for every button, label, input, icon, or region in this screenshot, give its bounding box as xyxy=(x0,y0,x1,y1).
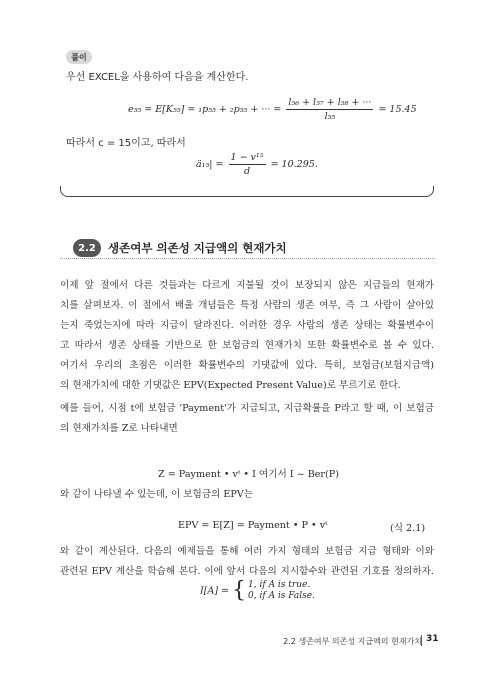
page-number: 31 xyxy=(426,634,439,644)
equation-1-denominator: l₅₅ xyxy=(324,111,336,122)
paragraph-3-line: 관련된 EPV 계산을 학습해 본다. 이에 앞서 다음의 지시함수와 관련된 기호를 정의하자. xyxy=(60,566,434,577)
equation-1-numerator: l₅₆ + l₅₇ + l₅₈ + ··· xyxy=(288,97,372,108)
equation-4: EPV = E[Z] = Payment • P • vᵗ xyxy=(178,520,328,531)
equation-1-rhs: = 15.45 xyxy=(378,104,417,115)
paragraph-2 xyxy=(60,399,434,439)
paragraph-after-eq3 xyxy=(60,485,434,505)
paragraph-3 xyxy=(60,542,434,582)
paragraph-2-line: 예를 들어, 시점 t에 보험금 'Payment'가 지급되고, 지급확률을 P라고 할 때, 이 보험금 xyxy=(60,403,434,414)
equation-2-numerator: 1 − v¹⁵ xyxy=(230,152,264,163)
solution-therefore: 따라서 c = 15이고, 따라서 xyxy=(66,138,186,149)
paragraph-3-line: 와 같이 계산된다. 다음의 예제들을 통해 여러 가지 형태의 보험금 지급 형태와 이와 xyxy=(60,546,434,557)
equation-2-denominator: d xyxy=(243,166,251,177)
paragraph-2-line: 의 현재가치를 Z로 나타내면 xyxy=(60,423,178,434)
equation-3: Z = Payment • vᵗ • I 여기서 I ~ Ber(P) xyxy=(158,469,339,480)
paragraph-1-line: 이제 앞 절에서 다른 것들과는 다르게 지불될 것이 보장되지 않은 지급들의 현재가 xyxy=(60,280,434,291)
equation-1 xyxy=(128,97,417,122)
paragraph-1-line: 는지 죽었는지에 따라 지급이 달라진다. 이러한 경우 사람의 생존 상태는 확률변수이 xyxy=(60,320,434,331)
equation-1-fraction xyxy=(286,97,373,122)
equation-2 xyxy=(196,152,318,177)
equation-2-fraction xyxy=(229,152,266,177)
equation-1-lhs: e₅₅ = E[K₅₅] = ₁p₅₅ + ₂p₅₅ + ··· = xyxy=(128,104,282,115)
section-number: 2.2 xyxy=(73,239,101,257)
equation-5-case-2: 0, if A is False. xyxy=(248,591,315,601)
equation-5 xyxy=(200,580,315,602)
paragraph-1-line: 치를 살펴보자. 이 절에서 배울 개념들은 특정 사람의 생존 여부, 즉 그 사람이 살아있 xyxy=(60,300,434,311)
solution-badge: 풀이 xyxy=(66,50,92,64)
equation-2-rhs: = 10.295. xyxy=(270,159,318,170)
equation-4-label: (식 2.1) xyxy=(390,523,426,534)
paragraph-after-eq3-line: 와 같이 나타낼 수 있는데, 이 보험금의 EPV는 xyxy=(60,489,254,500)
solution-intro: 우선 EXCEL을 사용하여 다음을 계산한다. xyxy=(66,72,249,83)
paragraph-1-line: 고 따라서 생존 상태를 기반으로 한 보험금의 현재가치 또한 확률변수로 볼 수 있다. xyxy=(60,340,434,351)
section-divider xyxy=(60,258,435,259)
left-brace-icon: { xyxy=(232,578,247,603)
solution-bracket xyxy=(60,186,434,197)
paragraph-1-line: 의 현재가치에 대한 기댓값은 EPV(Expected Present Value)로 부르기로 한다. xyxy=(60,380,401,391)
footer-section-title: 2.2 생존여부 의존성 지급액의 현재가치 xyxy=(283,637,422,646)
equation-5-cases xyxy=(232,580,315,602)
equation-5-case-1: 1, if A is true. xyxy=(248,580,311,590)
paragraph-1-line: 여기서 우리의 초점은 이러한 확률변수의 기댓값에 있다. 특히, 보험금(보험지급액) xyxy=(60,360,434,371)
footer-divider xyxy=(421,635,422,646)
equation-5-lhs: I[A] = xyxy=(200,585,230,597)
section-title: 생존여부 의존성 지급액의 현재가치 xyxy=(108,241,287,255)
paragraph-1 xyxy=(60,276,434,396)
equation-2-lhs: ä₁₅| = xyxy=(196,159,224,170)
